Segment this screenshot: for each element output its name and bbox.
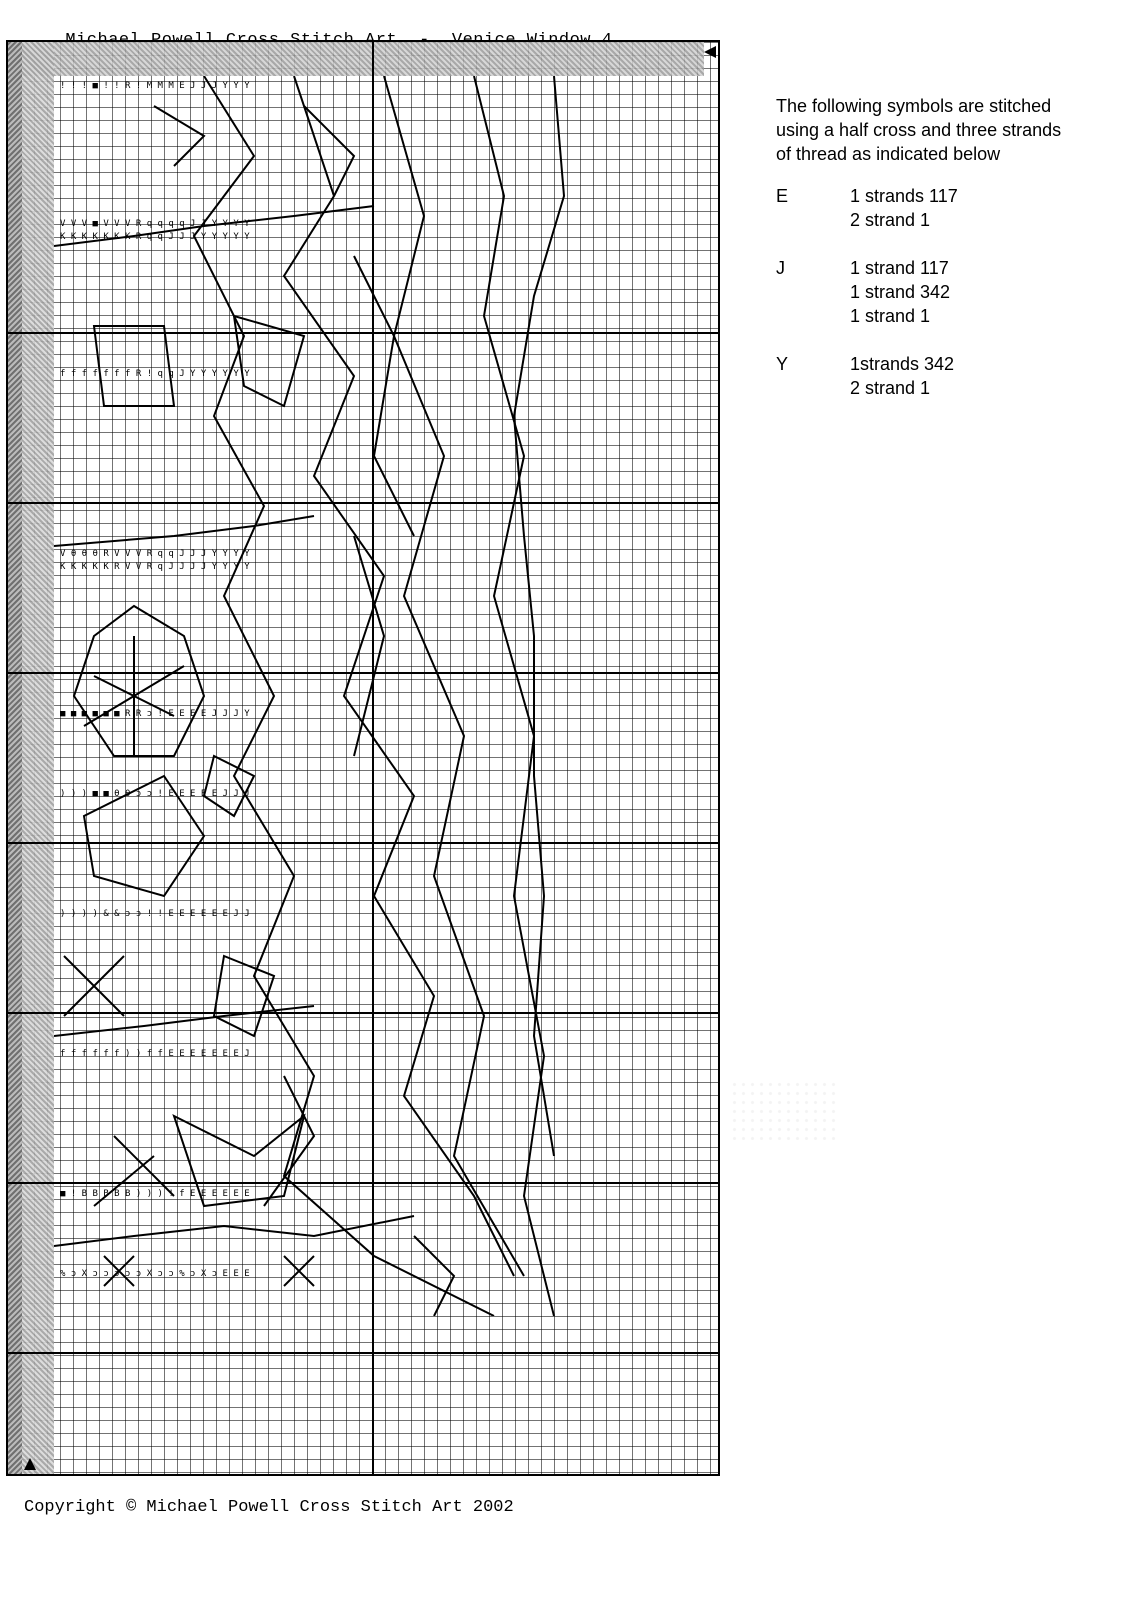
svg-text:) ) ) ■ ■ θ θ ɔ ɔ ! E E E E E: ) ) ) ■ ■ θ θ ɔ ɔ ! E E E E E J J J <box>60 789 250 799</box>
center-arrow-up-icon <box>24 1458 36 1470</box>
legend-symbol: J <box>776 258 785 278</box>
svg-text:V θ θ θ R V V V R q q J J J Y: V θ θ θ R V V V R q q J J J Y Y Y Y <box>60 549 250 559</box>
svg-text:) ) ) ) & & ɔ ɔ ! ! E E E E E: ) ) ) ) & & ɔ ɔ ! ! E E E E E E J J <box>60 909 250 919</box>
chart-left-edge <box>8 42 22 1474</box>
legend-thread-line: 1strands 342 <box>850 354 955 374</box>
scan-noise <box>730 1080 840 1140</box>
legend-item-e <box>776 184 1076 232</box>
legend-thread-line: 1 strand 117 <box>850 258 949 278</box>
chart-top-border <box>8 42 704 76</box>
legend-thread-line: 1 strand 342 <box>850 282 951 302</box>
svg-text:% ɔ X ɔ ɔ ɔ ɔ ɔ X ɔ ɔ % ɔ X ɔ: % ɔ X ɔ ɔ ɔ ɔ ɔ X ɔ ɔ % ɔ X ɔ E E E <box>60 1269 250 1279</box>
pattern-outlines <box>54 76 574 1316</box>
svg-text:K K K K K R V V R q J J J J Y: K K K K K R V V R q J J J J Y Y Y Y <box>60 562 250 572</box>
svg-text:V V V ■ V V V R q q q q J J Y: V V V ■ V V V R q q q q J J Y Y Y Y <box>60 219 250 229</box>
svg-text:K K K K K K K R q q J J J Y Y: K K K K K K K R q q J J J Y Y Y Y Y <box>60 232 250 242</box>
copyright-footer: Copyright © Michael Powell Cross Stitch Art 2002 <box>24 1498 514 1517</box>
legend-thread-line: 1 strands 117 <box>850 186 958 206</box>
svg-text:f f f f f f ) ) f f E E E E E: f f f f f f ) ) f f E E E E E E E J <box>60 1049 250 1059</box>
legend-thread-line: 2 strand 1 <box>850 378 931 398</box>
cross-stitch-chart <box>6 40 720 1476</box>
svg-text:■ ! B B B B B ) ) ) ! f E E E: ■ ! B B B B B ) ) ) ! f E E E E E E <box>60 1189 250 1199</box>
legend-thread-line: 2 strand 1 <box>850 210 931 230</box>
svg-text:f f f f f f f R ! q q J Y Y Y: f f f f f f f R ! q q J Y Y Y Y Y Y <box>60 369 250 379</box>
chart-gridline-major <box>8 1352 718 1354</box>
legend-intro: The following symbols are stitched using a half cross and three strands of thread as indicated below <box>776 96 1062 164</box>
legend-item-y <box>776 352 1076 400</box>
svg-text:! ! ! ■ ! ! R ! M M M E J J J: ! ! ! ■ ! ! R ! M M M E J J J Y Y Y <box>60 81 250 91</box>
svg-text:■ ■ ■ ■ ■ ■ R R ɔ ! E E E E J: ■ ■ ■ ■ ■ ■ R R ɔ ! E E E E J J J Y <box>60 709 250 719</box>
legend-symbol: Y <box>776 354 789 374</box>
legend-thread-line: 1 strand 1 <box>850 306 931 326</box>
center-arrow-left-icon <box>704 46 716 58</box>
legend-item-j <box>776 256 1076 328</box>
stitch-legend <box>776 94 1076 424</box>
legend-symbol: E <box>776 186 789 206</box>
